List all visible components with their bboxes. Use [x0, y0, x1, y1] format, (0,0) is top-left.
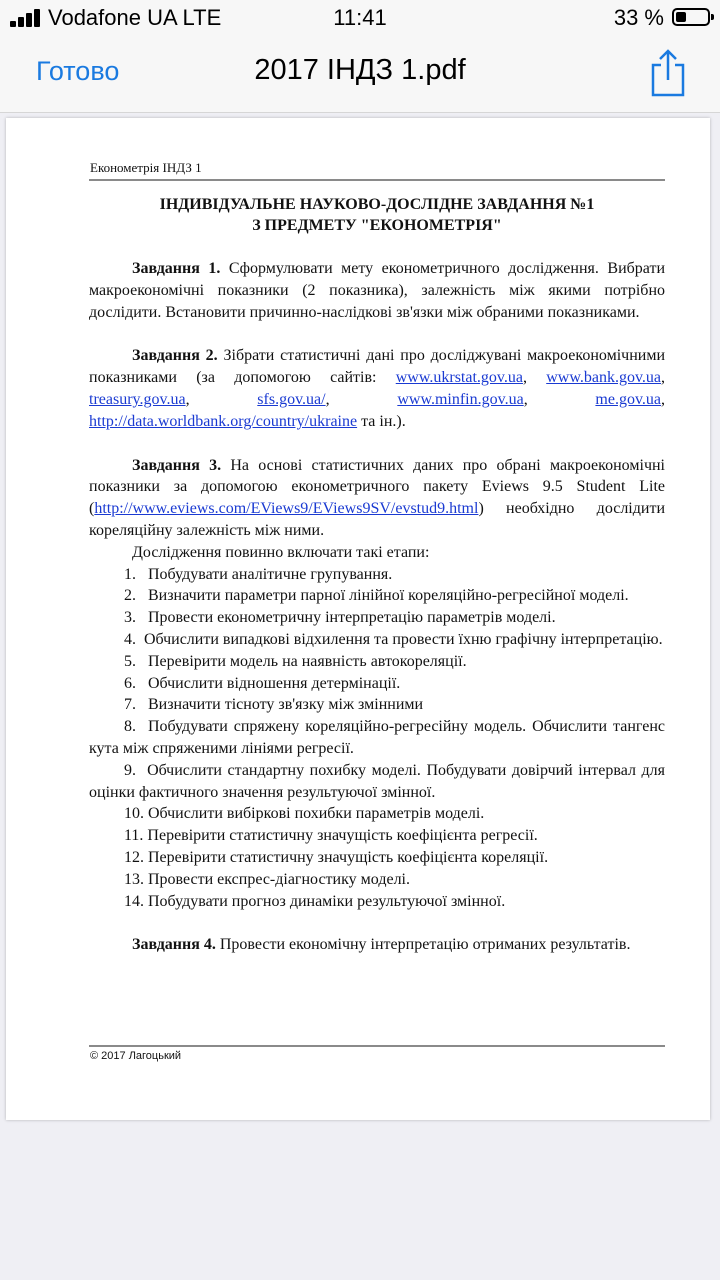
task-1 — [89, 258, 665, 323]
stage-item: 14. Побудувати прогноз динаміки результуючої змінної. — [124, 892, 506, 910]
link-worldbank[interactable]: http://data.worldbank.org/country/ukraine — [89, 412, 358, 430]
task-3-text: На основі статистичних даних про обрані макроекономічні показники за допомогою економетричного пакету Eviews 9.5 Student Lite ( — [89, 456, 665, 518]
link-separator: , — [185, 390, 258, 408]
stage-item: 1. Побудувати аналітичне групування. — [124, 565, 393, 583]
stage-item: 7. Визначити тісноту зв'язку між змінними — [124, 696, 424, 714]
stage-item: 10. Обчислити вибіркові похибки параметрів моделі. — [124, 805, 485, 823]
task-1-text: Сформулювати мету економетричного дослідження. Вибрати макроекономічні показники (2 показника), залежність між якими потрібно дослідити. Встановити причинно-наслідкові зв'язки між обраними показниками. — [89, 260, 666, 321]
header-divider — [89, 179, 665, 181]
link-me[interactable]: me.gov.ua — [595, 390, 662, 408]
task-2-text: Зібрати статистичні дані про досліджувані макроекономічними показниками (за допомогою сайтів: — [89, 347, 666, 387]
status-bar — [0, 0, 720, 36]
task-4-text: Провести економічну інтерпретацію отриманих результатів. — [215, 936, 631, 954]
stage-item: 8. Побудувати спряжену кореляційно-регресійну модель. Обчислити тангенс кута між спряженими лініями регресії. — [89, 718, 665, 757]
stage-item: 3. Провести економетричну інтерпретацію параметрів моделі. — [124, 609, 556, 627]
task-3-label: Завдання 3. — [132, 456, 222, 474]
stage-item: 6. Обчислити відношення детермінації. — [124, 674, 401, 692]
document-heading-line2: З ПРЕДМЕТУ "ЕКОНОМЕТРІЯ" — [252, 217, 502, 234]
task-3-text-after: ) необхідно дослідити кореляційну залежність між ними. — [89, 500, 665, 539]
link-separator: , — [523, 390, 596, 408]
stage-item: 5. Перевірити модель на наявність автокореляції. — [124, 652, 467, 670]
link-separator: , — [661, 390, 666, 408]
navigation-bar — [0, 36, 720, 113]
pdf-page — [6, 118, 710, 1120]
document-heading-line1: ІНДИВІДУАЛЬНЕ НАУКОВО-ДОСЛІДНЕ ЗАВДАННЯ №1 — [159, 196, 595, 213]
link-separator: , — [522, 369, 547, 387]
done-button[interactable]: Готово — [36, 56, 120, 86]
footer-divider — [89, 1045, 665, 1047]
link-eviews[interactable]: http://www.eviews.com/EViews9/EViews9SV/evstud9.html — [94, 500, 479, 518]
stages-intro: Дослідження повинно включати такі етапи: — [132, 543, 430, 561]
stage-item: 2. Визначити параметри парної лінійної кореляційно-регресійної моделі. — [124, 587, 629, 605]
task-3 — [89, 455, 665, 542]
battery-percentage: 33 % — [613, 5, 664, 30]
stage-item: 13. Провести експрес-діагностику моделі. — [124, 870, 410, 888]
link-separator: , — [661, 369, 666, 387]
link-separator: , — [325, 390, 398, 408]
copyright-footer: © 2017 Лагоцький — [90, 1050, 182, 1062]
carrier-label: Vodafone UA LTE — [48, 5, 222, 30]
link-bank[interactable]: www.bank.gov.ua — [546, 369, 662, 387]
link-sfs[interactable]: sfs.gov.ua/ — [257, 390, 326, 408]
stage-item: 9. Обчислити стандартну похибку моделі. Побудувати довірчий інтервал для оцінки фактичного значення результуючої змінної. — [89, 761, 665, 801]
link-minfin[interactable]: www.minfin.gov.ua — [397, 390, 524, 408]
task-2-tail: та ін.). — [357, 412, 406, 430]
stage-item: 11. Перевірити статистичну значущість коефіцієнта регресії. — [124, 827, 538, 845]
task-1-label: Завдання 1. — [132, 260, 221, 277]
document-title: 2017 ІНДЗ 1.pdf — [254, 54, 466, 86]
stage-item: 12. Перевірити статистичну значущість коефіцієнта кореляції. — [124, 848, 549, 866]
task-4 — [89, 934, 665, 956]
link-treasury[interactable]: treasury.gov.ua — [89, 390, 186, 408]
document-body — [89, 258, 665, 956]
battery-icon — [672, 8, 710, 26]
task-4-label: Завдання 4. — [132, 936, 216, 954]
task-2 — [89, 345, 665, 432]
link-ukrstat[interactable]: www.ukrstat.gov.ua — [395, 369, 523, 387]
task-2-label: Завдання 2. — [132, 347, 218, 365]
running-header: Економетрія ІНДЗ 1 — [90, 160, 202, 175]
share-icon[interactable] — [648, 48, 688, 98]
stage-item: 4. Обчислити випадкові відхилення та провести їхню графічну інтерпретацію. — [124, 630, 663, 648]
status-time: 11:41 — [333, 5, 387, 30]
